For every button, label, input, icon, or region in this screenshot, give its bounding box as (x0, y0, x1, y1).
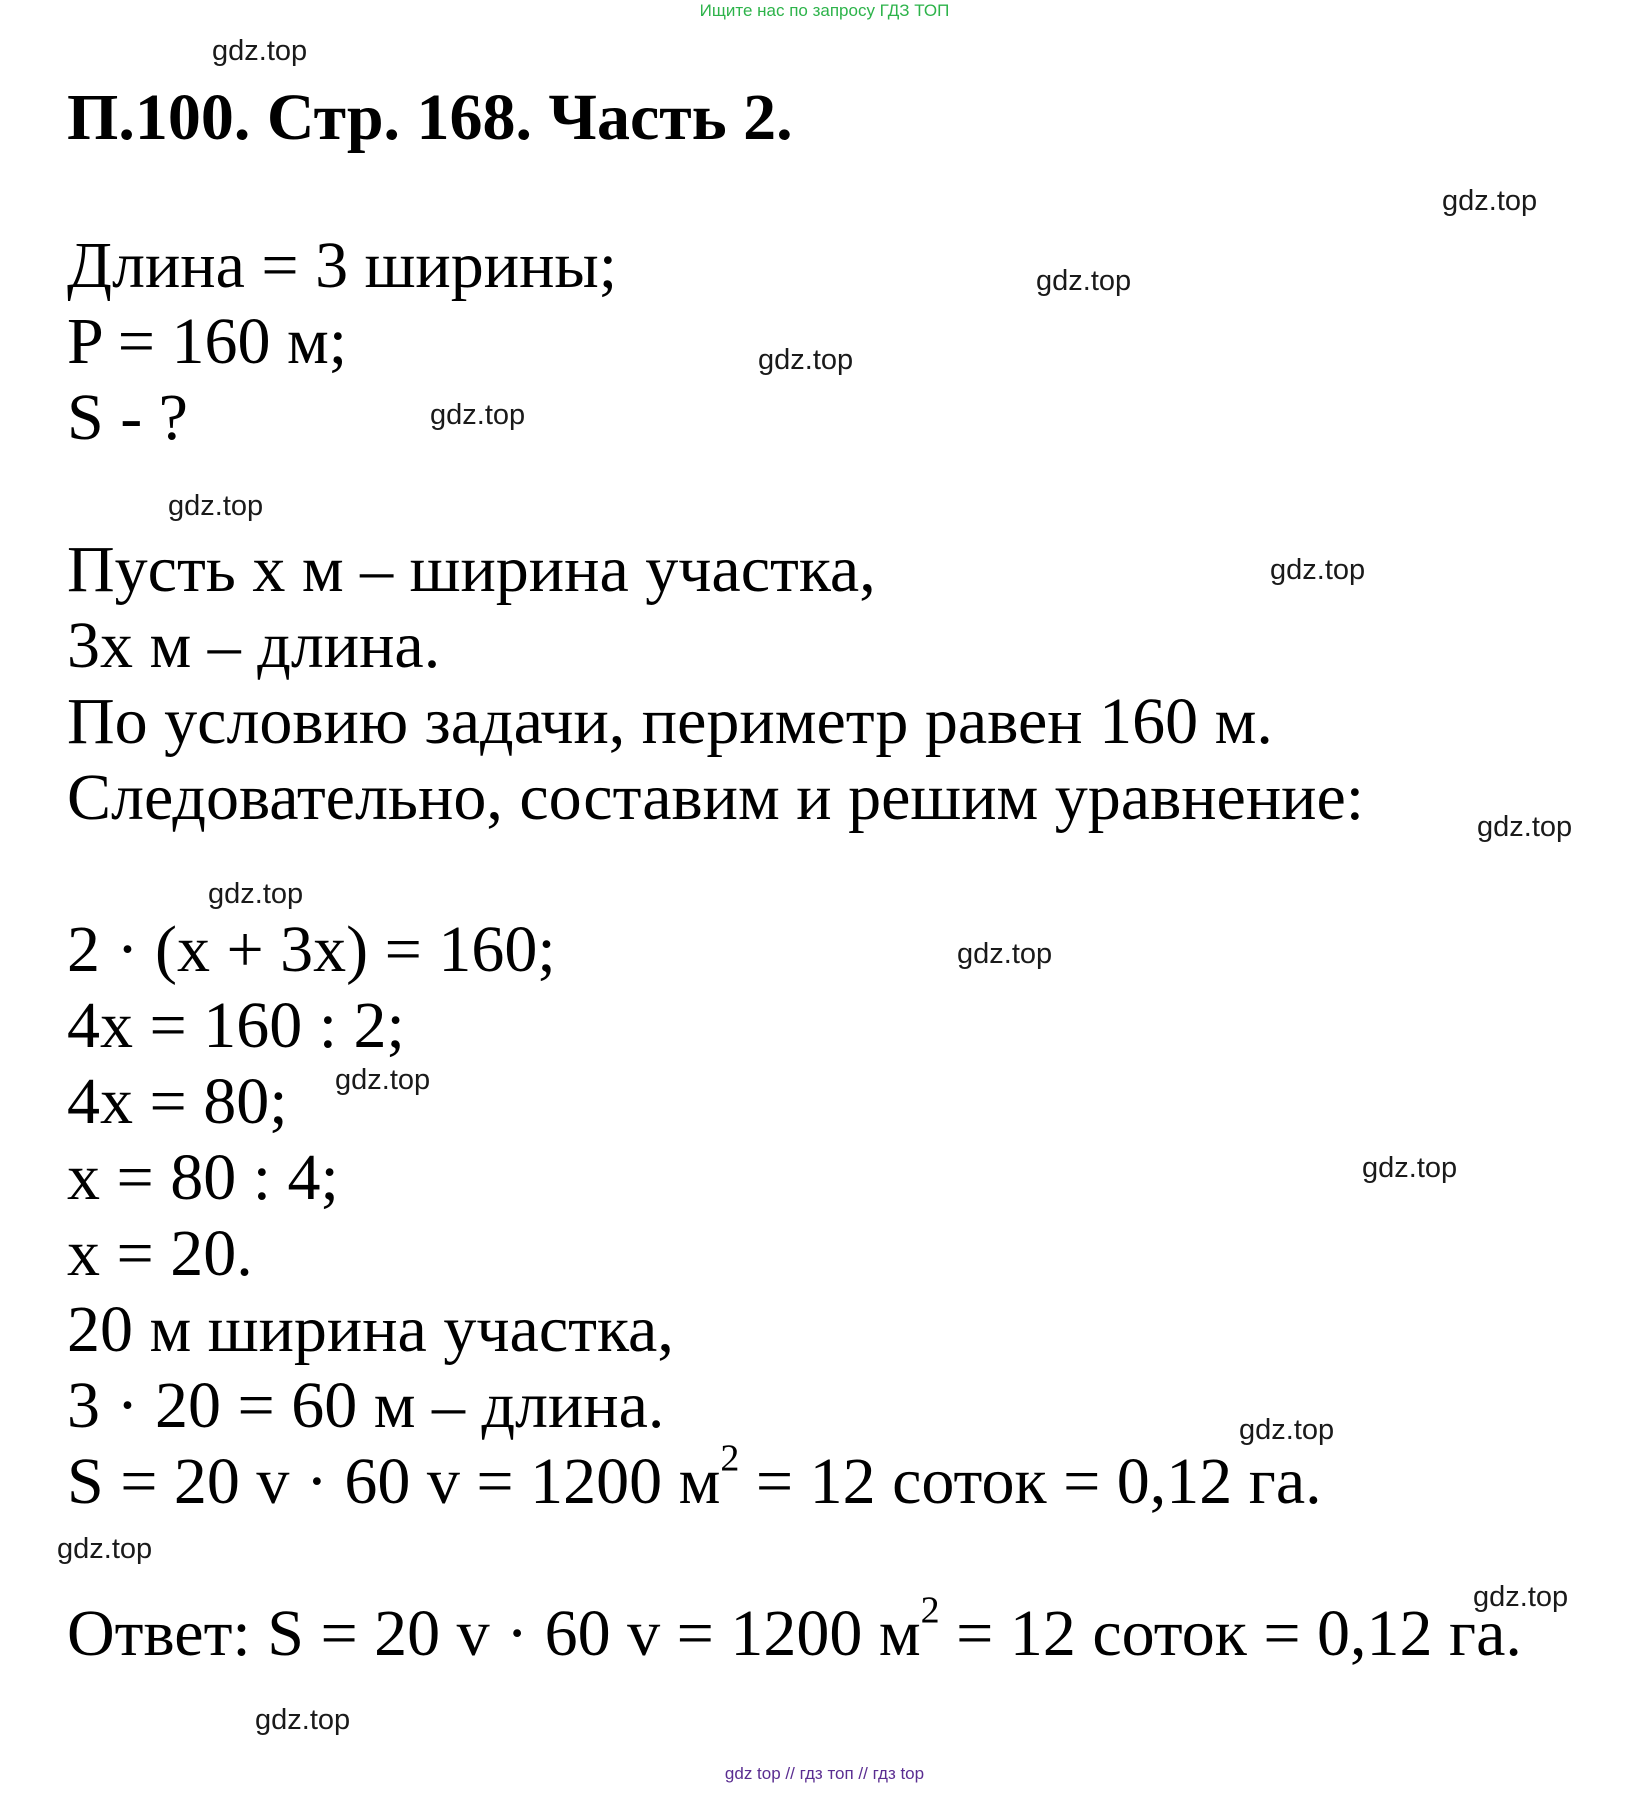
equation-5: х = 20. (67, 1217, 253, 1290)
solution-line-condition: По условию задачи, периметр равен 160 м. (67, 685, 1273, 758)
result-area-main: S = 20 v · 60 v = 1200 м (67, 1445, 721, 1518)
equation-3: 4х = 80; (67, 1065, 288, 1138)
watermark: gdz.top (208, 878, 304, 910)
watermark: gdz.top (430, 399, 526, 431)
equation-1: 2 · (х + 3х) = 160; (67, 913, 556, 986)
watermark: gdz.top (1473, 1581, 1569, 1613)
watermark: gdz.top (1270, 554, 1366, 586)
given-length: Длина = 3 ширины; (67, 229, 618, 302)
equation-4: х = 80 : 4; (67, 1141, 339, 1214)
watermark: gdz.top (1362, 1152, 1458, 1184)
result-width: 20 м ширина участка, (67, 1293, 674, 1366)
watermark: gdz.top (1239, 1414, 1335, 1446)
solution-line-length: 3х м – длина. (67, 609, 441, 682)
answer-exponent: 2 (920, 1589, 940, 1632)
equation-2: 4х = 160 : 2; (67, 989, 405, 1062)
result-area (67, 1437, 1322, 1520)
solution-line-width: Пусть х м – ширина участка, (67, 533, 876, 606)
watermark: gdz.top (212, 35, 308, 67)
watermark: gdz.top (255, 1704, 351, 1736)
page-title: П.100. Стр. 168. Часть 2. (67, 81, 793, 154)
result-length: 3 · 20 = 60 м – длина. (67, 1369, 665, 1442)
watermark: gdz.top (1442, 185, 1538, 217)
watermark: gdz.top (57, 1533, 153, 1565)
result-area-exponent: 2 (720, 1437, 740, 1480)
given-perimeter: P = 160 м; (67, 305, 348, 378)
answer-tail: = 12 соток = 0,12 га. (939, 1597, 1522, 1670)
given-area-question: S - ? (67, 381, 188, 454)
result-area-tail: = 12 соток = 0,12 га. (739, 1445, 1322, 1518)
answer-line (67, 1589, 1522, 1672)
watermark: gdz.top (1036, 265, 1132, 297)
solution-line-equation-intro: Следовательно, составим и решим уравнение: (67, 761, 1365, 834)
watermark: gdz.top (758, 344, 854, 376)
top-banner[interactable]: Ищите нас по запросу ГДЗ ТОП (699, 1, 950, 20)
watermark: gdz.top (168, 490, 264, 522)
watermark: gdz.top (957, 938, 1053, 970)
watermark: gdz.top (1477, 811, 1573, 843)
watermark: gdz.top (335, 1064, 431, 1096)
answer-main: Ответ: S = 20 v · 60 v = 1200 м (67, 1597, 921, 1670)
footer-links[interactable]: gdz top // гдз топ // гдз top (724, 1764, 925, 1783)
